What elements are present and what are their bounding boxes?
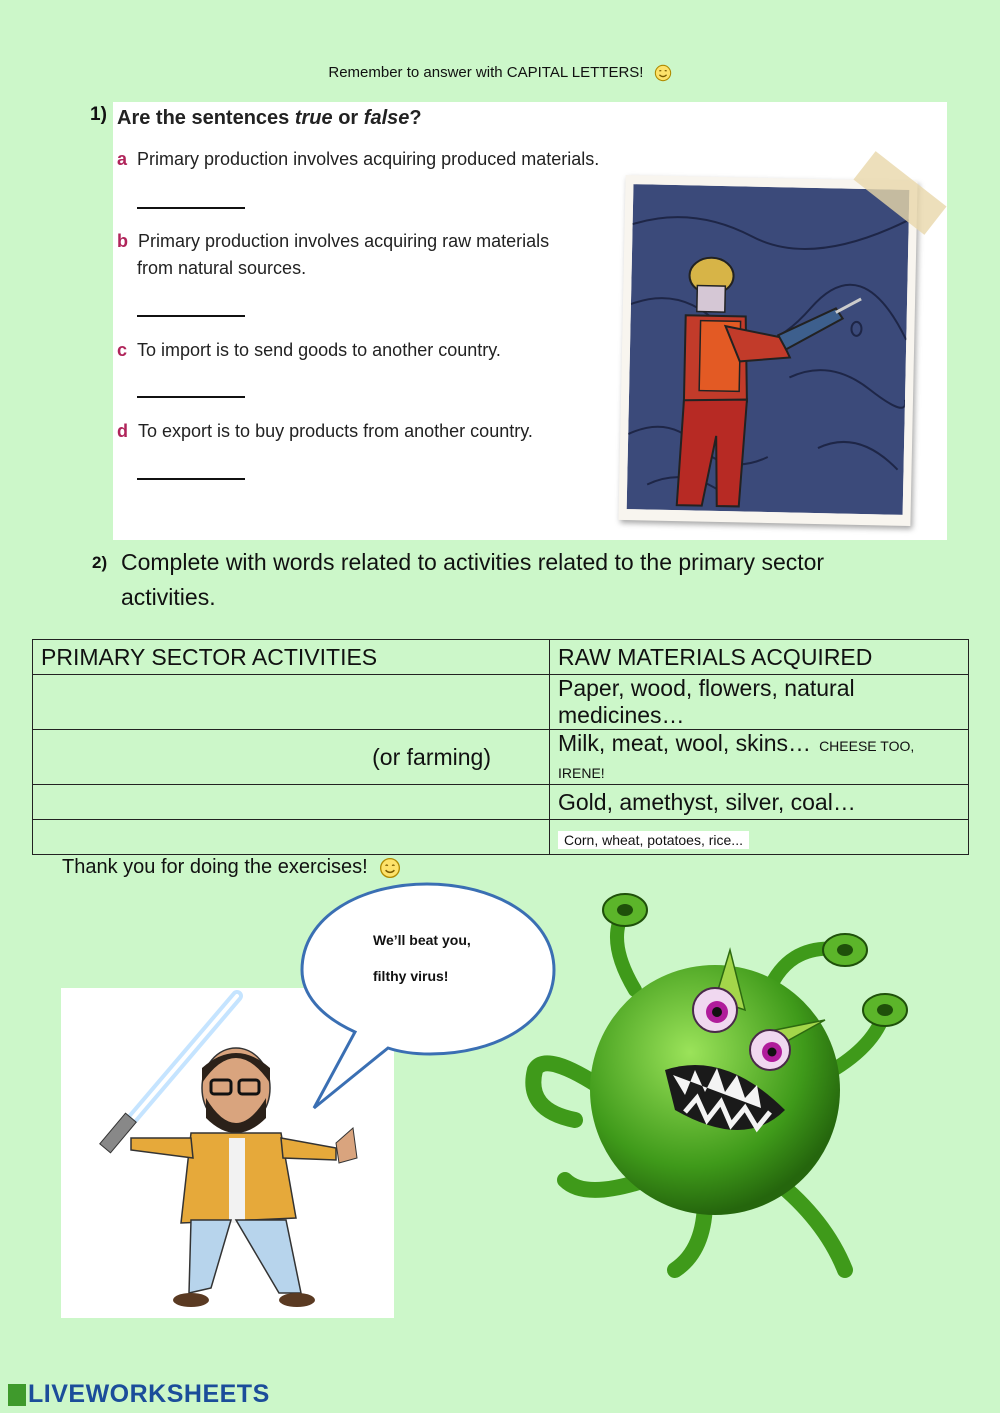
question-a	[117, 146, 599, 173]
reminder-text	[0, 64, 1000, 82]
exercise1-number: 1)	[90, 104, 107, 125]
exercise1-title	[117, 107, 422, 130]
table-row	[33, 730, 969, 785]
smiley-icon	[379, 857, 401, 879]
thanks-label: Thank you for doing the exercises!	[62, 856, 368, 878]
bubble-line2: filthy virus!	[373, 968, 449, 984]
table-row	[33, 785, 969, 820]
bubble-line1: We’ll beat you,	[373, 932, 471, 948]
reminder-label: Remember to answer with CAPITAL LETTERS!	[328, 64, 644, 81]
question-b-line2: from natural sources.	[137, 258, 307, 278]
virus-monster-illustration	[525, 880, 915, 1310]
instructions-line1: Complete with words related to activities related to the primary sector	[121, 549, 825, 575]
thanks-text	[62, 856, 401, 879]
table-row	[33, 820, 969, 855]
activity-input-3[interactable]	[33, 785, 550, 820]
question-letter: b	[117, 231, 128, 251]
materials-cell: Gold, amethyst, silver, coal…	[550, 785, 969, 820]
miner-photo	[618, 175, 917, 526]
exercise2-number: 2)	[92, 553, 108, 572]
question-text: Primary production involves acquiring produced materials.	[137, 149, 600, 169]
activity-input-2[interactable]	[33, 730, 550, 785]
table-header-row	[33, 640, 969, 675]
answer-blank-d[interactable]	[137, 478, 245, 480]
teacher-note: CHEESE TOO, IRENE!	[558, 738, 915, 781]
instructions-line2: activities.	[121, 584, 216, 610]
materials-text: Milk, meat, wool, skins…	[558, 730, 812, 756]
question-letter: d	[117, 421, 128, 441]
question-letter: a	[117, 149, 128, 169]
logo-icon	[8, 1384, 26, 1406]
table-row	[33, 675, 969, 730]
title-false: false	[363, 107, 410, 129]
header-materials: RAW MATERIALS ACQUIRED	[550, 640, 969, 675]
question-d	[117, 418, 533, 445]
smiley-icon	[654, 64, 672, 82]
materials-text: Corn, wheat, potatoes, rice...	[558, 831, 749, 849]
activity-hint: (or farming)	[372, 743, 491, 770]
question-b	[117, 228, 549, 255]
answer-blank-c[interactable]	[137, 396, 245, 398]
question-c	[117, 337, 501, 364]
speech-bubble	[300, 882, 562, 1112]
question-letter: c	[117, 340, 128, 360]
header-activities: PRIMARY SECTOR ACTIVITIES	[33, 640, 550, 675]
materials-cell	[550, 820, 969, 855]
title-part: ?	[409, 107, 422, 129]
liveworksheets-logo[interactable]	[8, 1380, 270, 1409]
activity-input-1[interactable]	[33, 675, 550, 730]
question-text: To import is to send goods to another country.	[137, 340, 501, 360]
miner-illustration	[627, 184, 910, 515]
title-part: or	[332, 107, 364, 129]
question-text: To export is to buy products from another country.	[138, 421, 533, 441]
title-true: true	[294, 107, 333, 129]
sector-table	[32, 639, 969, 855]
question-text: Primary production involves acquiring raw materials	[138, 231, 550, 251]
materials-cell	[550, 730, 969, 785]
materials-cell: Paper, wood, flowers, natural medicines…	[550, 675, 969, 730]
answer-blank-a[interactable]	[137, 207, 245, 209]
activity-input-4[interactable]	[33, 820, 550, 855]
exercise2-instructions	[121, 545, 941, 615]
title-part: Are the sentences	[117, 107, 295, 129]
answer-blank-b[interactable]	[137, 315, 245, 317]
logo-text: LIVEWORKSHEETS	[28, 1380, 270, 1408]
